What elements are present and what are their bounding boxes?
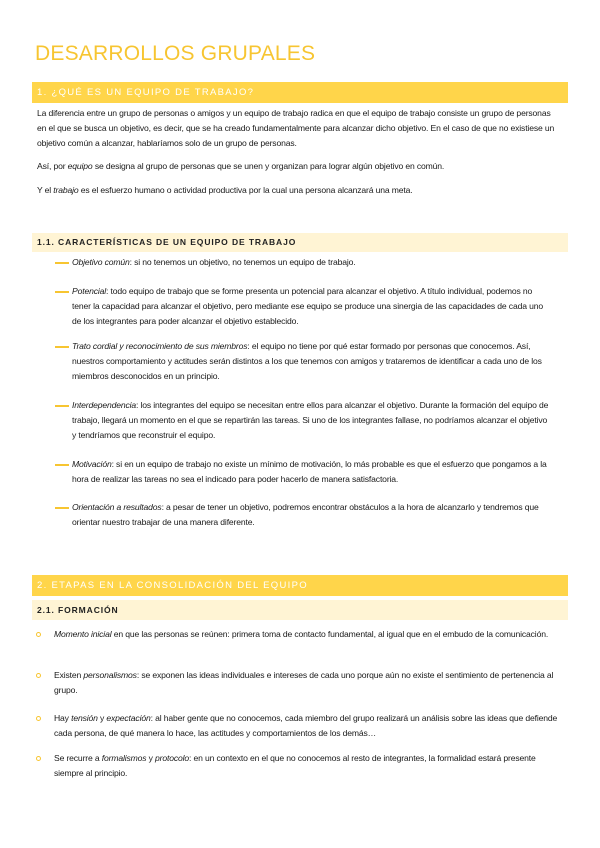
list-item [72, 339, 552, 384]
term: expectación [106, 713, 151, 723]
text: : si no tenemos un objetivo, no tenemos un equipo de trabajo. [129, 257, 356, 267]
list-item [54, 711, 559, 741]
text: en que las personas se reúnen: primera toma de contacto fundamental, al igual que en el embudo de la comunicación. [111, 629, 549, 639]
circle-bullet-icon [36, 756, 41, 761]
paragraph-3 [37, 183, 557, 198]
text: : el equipo no tiene por qué estar formado por personas que conocemos. Así, nuestros comportamiento y actitudes serán distintos a los que tenemos con amigos y trataremos de identificar a cada uno de los miembros desconocidos en un principio. [72, 341, 542, 381]
term: Orientación a resultados [72, 502, 162, 512]
text: Así, por [37, 161, 68, 171]
term: Interdependencia [72, 400, 137, 410]
text: Se recurre a [54, 753, 102, 763]
text: : si en un equipo de trabajo no existe un mínimo de motivación, lo más probable es que el esfuerzo que pongamos a la hora de realizar las tareas no sea el indicado para poder hacerlo de manera satisfactoria. [72, 459, 547, 484]
term: formalismos [101, 753, 147, 763]
dash-bullet-icon [55, 262, 69, 264]
text: : todo equipo de trabajo que se forme presenta un potencial para alcanzar el objetivo. A título individual, podemos no tener la capacidad para alcanzar el objetivo, pero mediante ese equipo se produce una sinergia de las capacidades de cada uno de los integrantes para poder alcanzar el objetivo establecido. [72, 286, 543, 326]
dash-bullet-icon [55, 464, 69, 466]
list-item [54, 627, 559, 642]
list-item [72, 255, 552, 270]
circle-bullet-icon [36, 673, 41, 678]
list-item [72, 398, 552, 443]
section-2-heading: 2. ETAPAS EN LA CONSOLIDACIÓN DEL EQUIPO [32, 575, 568, 596]
text: : en un contexto en el que no conocemos al resto de integrantes, la formalidad estará presente siempre al principio. [54, 753, 536, 778]
paragraph-2 [37, 159, 557, 174]
list-item [54, 751, 559, 781]
circle-bullet-icon [36, 632, 41, 637]
text: : se exponen las ideas individuales e intereses de cada uno porque aún no existe el sentimiento de pertenencia al grupo. [54, 670, 554, 695]
dash-bullet-icon [55, 346, 69, 348]
paragraph-1: La diferencia entre un grupo de personas o amigos y un equipo de trabajo radica en que el equipo de trabajo consiste un grupo de personas en el que se busca un objetivo, es decir, que se ha creado fundamentalmente para alcanzar dicho objetivo. En el caso de que no existiese un objetivo común a alcanzar, hablaríamos solo de un grupo de personas. [37, 108, 555, 148]
list-item [72, 284, 552, 329]
text: y [97, 713, 107, 723]
term: equipo [67, 161, 93, 171]
list-item [72, 500, 552, 530]
term: Trato cordial y reconocimiento de sus miembros [72, 341, 248, 351]
circle-bullet-icon [36, 716, 41, 721]
text: Y el [37, 185, 54, 195]
term: personalismos [83, 670, 137, 680]
text: : a pesar de tener un objetivo, podremos encontrar obstáculos a la hora de alcanzarlo y tendremos que orientar nuestro trabajar de una manera diferente. [72, 502, 539, 527]
term: protocolo [155, 753, 190, 763]
term: Potencial [72, 286, 107, 296]
text: : al haber gente que no conocemos, cada miembro del grupo realizará un análisis sobre las ideas que defiende cada persona, de qué manera lo hace, las actitudes y comportamientos de los demás… [54, 713, 558, 738]
section-1-heading: 1. ¿QUÉ ES UN EQUIPO DE TRABAJO? [32, 82, 568, 103]
dash-bullet-icon [55, 507, 69, 509]
text: es el esfuerzo humano o actividad productiva por la cual una persona alcanzará una meta. [78, 185, 413, 195]
subsection-2-1-heading: 2.1. FORMACIÓN [32, 600, 568, 620]
text: Existen [54, 670, 84, 680]
list-item [54, 668, 559, 698]
dash-bullet-icon [55, 405, 69, 407]
list-item [72, 457, 552, 487]
term: tensión [71, 713, 98, 723]
text: y [146, 753, 156, 763]
subsection-1-1-heading: 1.1. CARACTERÍSTICAS DE UN EQUIPO DE TRABAJO [32, 233, 568, 252]
term: Momento inicial [54, 629, 112, 639]
term: trabajo [53, 185, 79, 195]
dash-bullet-icon [55, 291, 69, 293]
term: Objetivo común [72, 257, 130, 267]
text: se designa al grupo de personas que se unen y organizan para lograr algún objetivo en común. [92, 161, 445, 171]
document-title: DESARROLLOS GRUPALES [35, 42, 316, 65]
text: Hay [54, 713, 72, 723]
term: Motivación [72, 459, 112, 469]
text: : los integrantes del equipo se necesitan entre ellos para alcanzar el objetivo. Durante la formación del equipo de trabajo, llegará un momento en el que se repartirán las tareas. Si uno de los integrantes fallase, no podríamos alcanzar el objetivo y tendríamos que reconstruir el equipo. [72, 400, 549, 440]
